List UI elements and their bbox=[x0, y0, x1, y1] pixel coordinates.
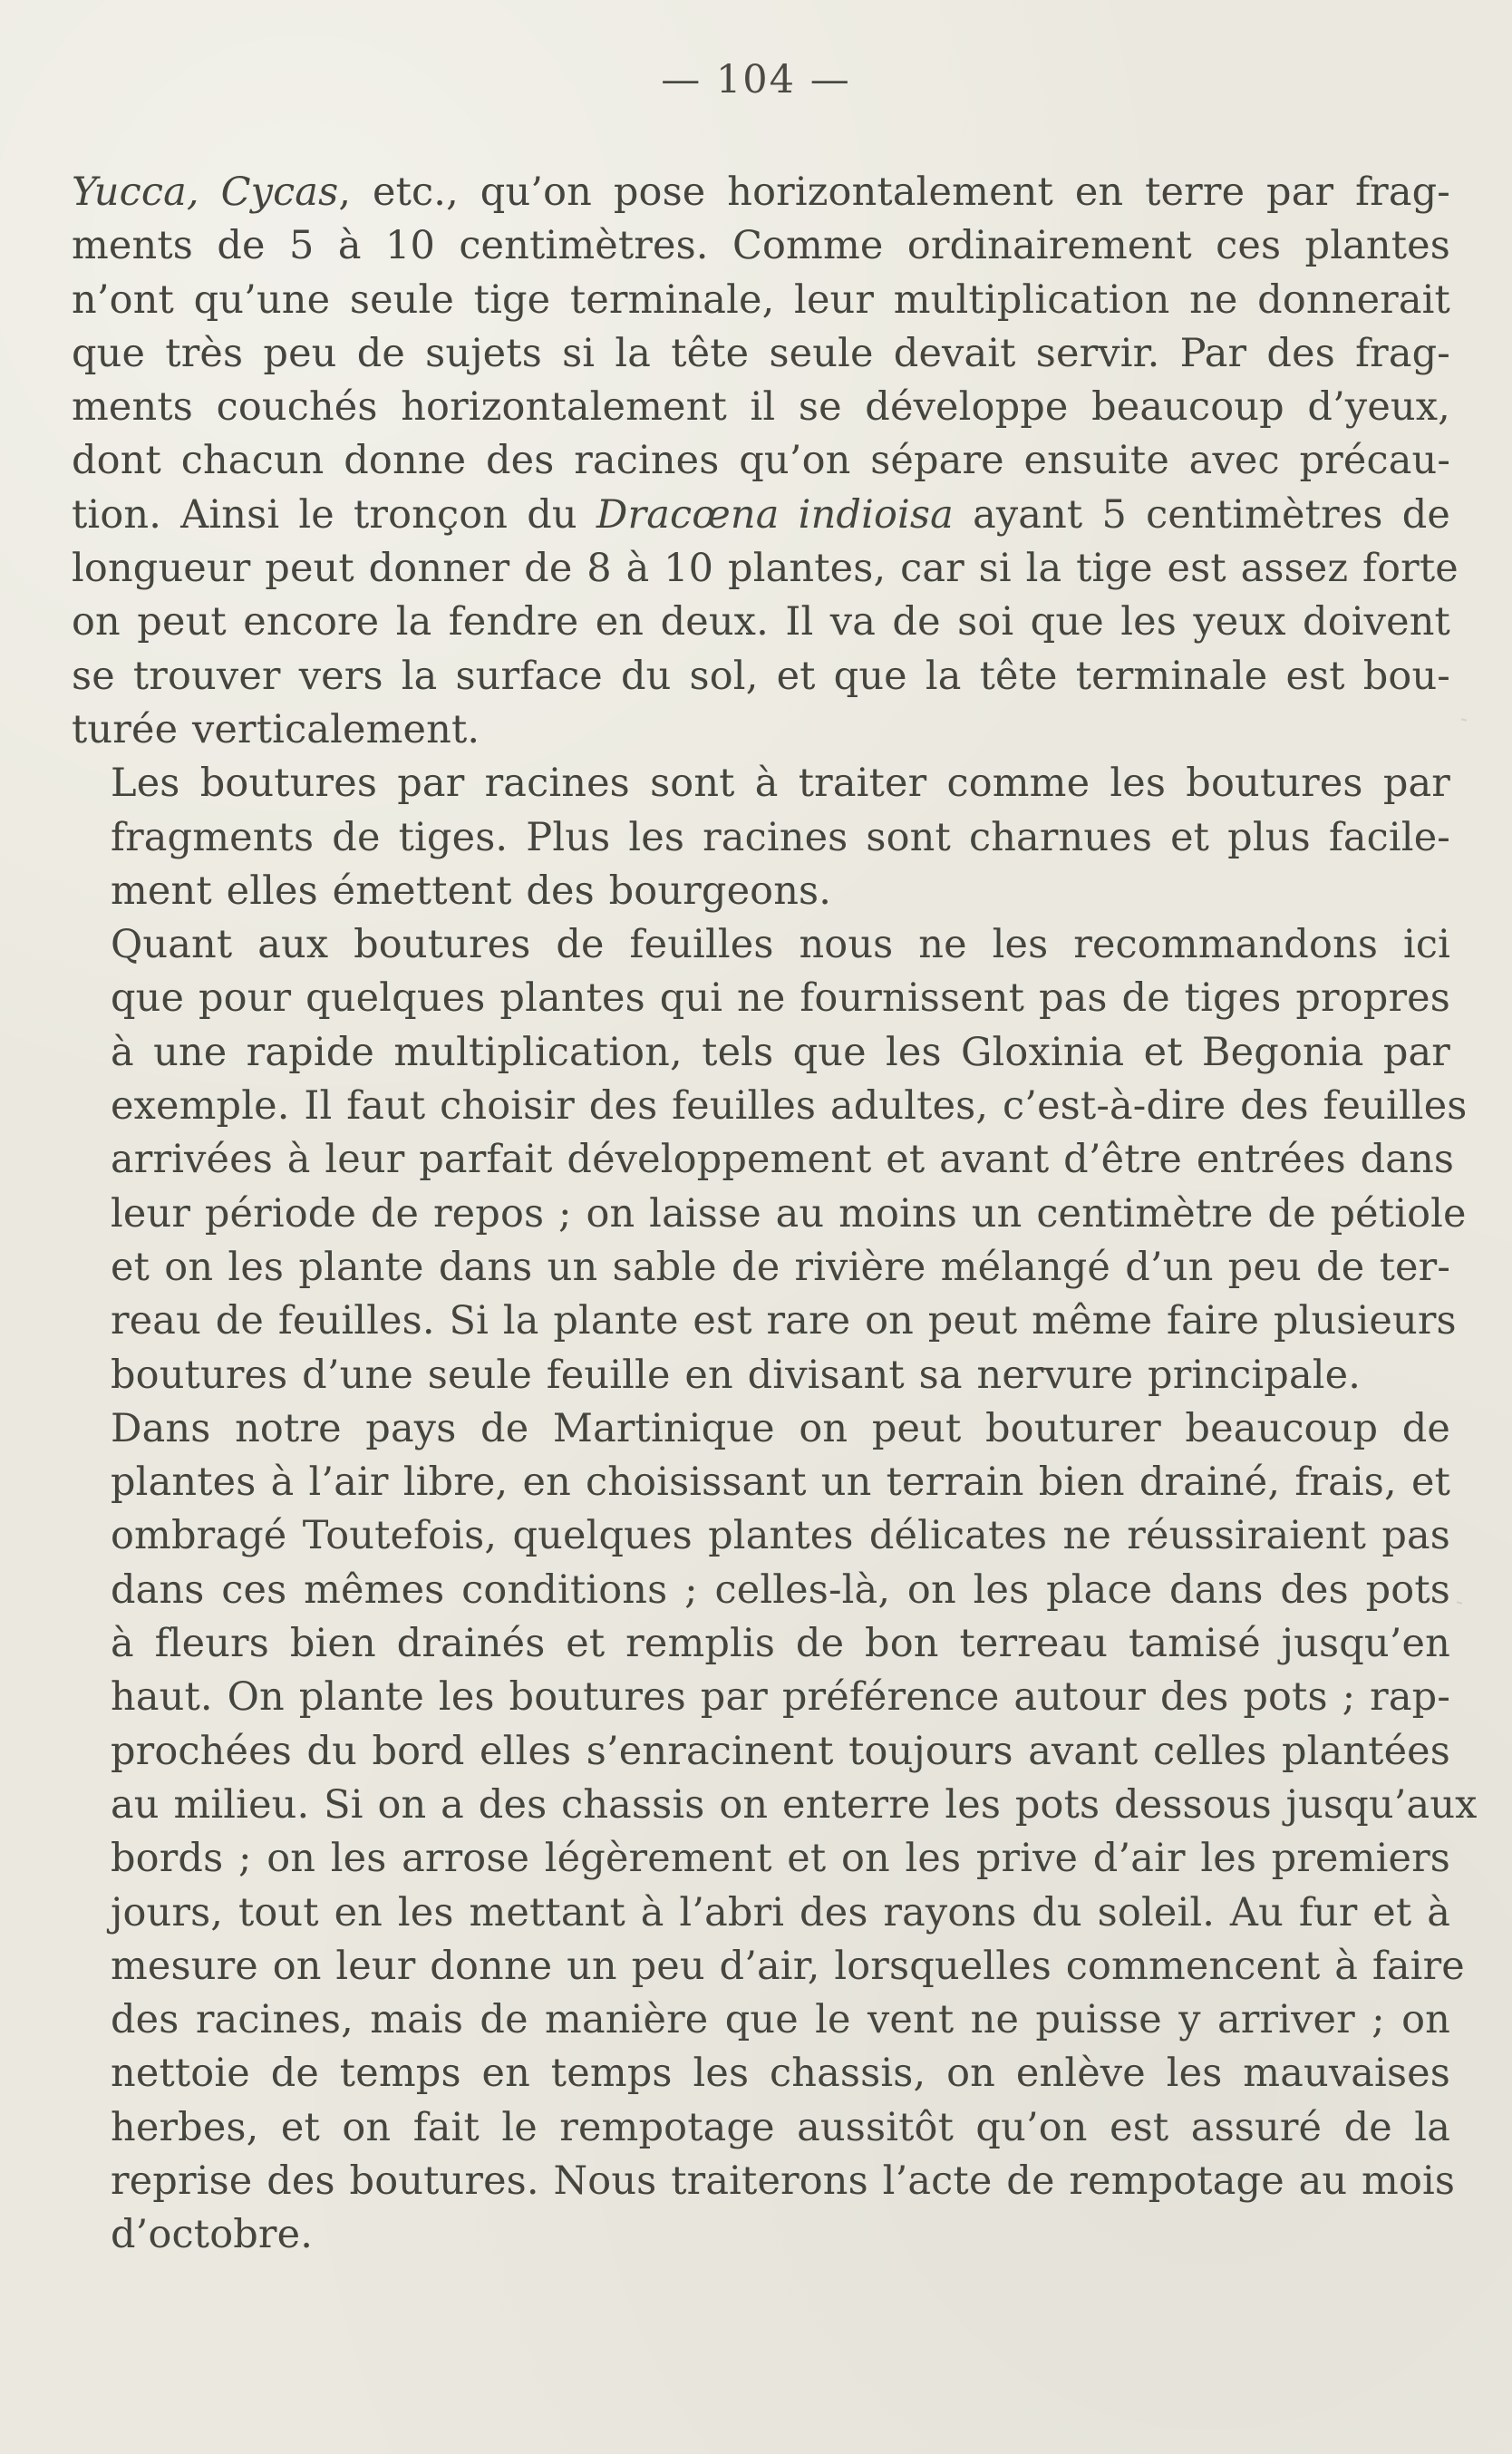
text-line bbox=[72, 1887, 1450, 1940]
text-segment: que pour quelques plantes qui ne fournissent pas de tiges propres bbox=[111, 975, 1450, 1022]
text-line bbox=[72, 327, 1450, 381]
paragraph-2 bbox=[72, 757, 1450, 918]
text-segment: se trouver vers la surface du sol, et que la tête terminale est bou- bbox=[72, 653, 1450, 699]
text-line bbox=[72, 1402, 1450, 1456]
text-line bbox=[72, 542, 1459, 596]
text-segment: haut. On plante les boutures par préférence autour des pots ; rap- bbox=[111, 1674, 1450, 1721]
text-segment: tion. Ainsi le tronçon du bbox=[72, 491, 596, 538]
italic-text: Yucca, Cycas bbox=[72, 170, 339, 215]
text-segment: ment elles émettent des bourgeons. bbox=[111, 868, 832, 914]
text-line bbox=[72, 1617, 1450, 1671]
body-text bbox=[72, 166, 1478, 2263]
text-line bbox=[72, 1133, 1455, 1187]
text-segment: reau de feuilles. Si la plante est rare on peut même faire plusieurs bbox=[111, 1298, 1457, 1344]
text-segment: on peut encore la fendre en deux. Il va de soi que les yeux doivent bbox=[72, 599, 1450, 645]
scan-speck bbox=[1461, 718, 1467, 721]
text-segment: leur période de repos ; on laisse au moins un centimètre de pétiole bbox=[111, 1190, 1467, 1237]
text-segment: et on les plante dans un sable de rivière mélangé d’un peu de ter- bbox=[111, 1244, 1450, 1290]
text-line bbox=[72, 2047, 1450, 2100]
text-segment: mesure on leur donne un peu d’air, lorsquelles commencent à faire bbox=[111, 1943, 1465, 1989]
text-line bbox=[72, 434, 1450, 488]
page-number: — 104 — bbox=[661, 57, 851, 102]
text-line bbox=[72, 1241, 1450, 1295]
text-segment: turée verticalement. bbox=[72, 706, 480, 752]
text-segment: dont chacun donne des racines qu’on sépare ensuite avec précau- bbox=[72, 438, 1450, 484]
text-segment: au milieu. Si on a des chassis on enterre les pots dessous jusqu’aux bbox=[111, 1781, 1478, 1828]
text-segment: , etc., qu’on pose horizontalement en terre par frag- bbox=[338, 170, 1450, 215]
text-segment: prochées du bord elles s’enracinent toujours avant celles plantées bbox=[111, 1728, 1450, 1774]
text-line bbox=[72, 274, 1450, 327]
text-segment: ayant 5 centimètres de bbox=[953, 491, 1450, 538]
text-line bbox=[72, 650, 1450, 703]
text-segment: Dans notre pays de Martinique on peut bouturer beaucoup de bbox=[111, 1405, 1450, 1451]
text-line bbox=[72, 757, 1450, 810]
italic-text: Dracœna indioisa bbox=[596, 491, 954, 538]
text-line bbox=[72, 489, 1450, 542]
text-segment: des racines, mais de manière que le vent ne puisse y arriver ; on bbox=[111, 1997, 1450, 2043]
text-line bbox=[72, 811, 1450, 865]
text-segment: herbes, et on fait le rempotage aussitôt qu’on est assuré de la bbox=[111, 2104, 1450, 2150]
scan-speck bbox=[1457, 1601, 1462, 1604]
text-line bbox=[72, 1940, 1465, 1993]
text-line bbox=[72, 703, 1450, 757]
text-line bbox=[72, 1080, 1468, 1133]
text-line bbox=[72, 219, 1450, 273]
text-segment: dans ces mêmes conditions ; celles-là, on les place dans des pots bbox=[111, 1566, 1450, 1613]
text-line bbox=[72, 2101, 1450, 2155]
text-segment: d’octobre. bbox=[111, 2212, 314, 2258]
text-segment: boutures d’une seule feuille en divisant sa nervure principale. bbox=[111, 1352, 1362, 1398]
text-line bbox=[72, 2155, 1456, 2208]
text-segment: nettoie de temps en temps les chassis, on enlève les mauvaises bbox=[111, 2051, 1450, 2097]
text-line bbox=[72, 1725, 1450, 1779]
text-segment: n’ont qu’une seule tige terminale, leur multiplication ne donnerait bbox=[72, 276, 1450, 323]
paragraph-4 bbox=[72, 1402, 1478, 2263]
text-segment: ombragé Toutefois, quelques plantes délicates ne réussiraient pas bbox=[111, 1513, 1450, 1559]
text-segment: à une rapide multiplication, tels que les Gloxinia et Begonia par bbox=[111, 1029, 1450, 1075]
text-segment: ments de 5 à 10 centimètres. Comme ordinairement ces plantes bbox=[72, 223, 1450, 269]
text-line bbox=[72, 1832, 1450, 1886]
text-line bbox=[72, 166, 1450, 219]
text-segment: Quant aux boutures de feuilles nous ne les recommandons ici bbox=[111, 922, 1450, 968]
text-segment: reprise des boutures. Nous traiterons l’acte de rempotage au mois bbox=[111, 2158, 1456, 2204]
text-line bbox=[72, 918, 1450, 972]
paragraph-3 bbox=[72, 918, 1468, 1402]
text-segment: longueur peut donner de 8 à 10 plantes, car si la tige est assez forte bbox=[72, 546, 1459, 592]
text-line bbox=[72, 1671, 1450, 1724]
text-segment: jours, tout en les mettant à l’abri des rayons du soleil. Au fur et à bbox=[111, 1889, 1450, 1935]
text-segment: exemple. Il faut choisir des feuilles adultes, c’est-à-dire des feuilles bbox=[111, 1083, 1468, 1130]
text-segment: à fleurs bien drainés et remplis de bon terreau tamisé jusqu’en bbox=[111, 1621, 1450, 1667]
text-line bbox=[72, 1188, 1467, 1241]
text-line bbox=[72, 865, 1450, 918]
text-line bbox=[72, 972, 1450, 1025]
paragraph-1 bbox=[72, 166, 1459, 757]
text-line bbox=[72, 1349, 1450, 1402]
text-line bbox=[72, 1564, 1450, 1617]
text-line bbox=[72, 1993, 1450, 2047]
text-segment: plantes à l’air libre, en choisissant un terrain bien drainé, frais, et bbox=[111, 1460, 1450, 1506]
text-segment: Les boutures par racines sont à traiter comme les boutures par bbox=[111, 761, 1450, 807]
text-segment: arrivées à leur parfait développement et avant d’être entrées dans bbox=[111, 1137, 1455, 1183]
text-line bbox=[72, 381, 1450, 434]
text-line bbox=[72, 1779, 1478, 1832]
text-line bbox=[72, 1026, 1450, 1080]
text-segment: bords ; on les arrose légèrement et on les prive d’air les premiers bbox=[111, 1836, 1450, 1882]
text-line bbox=[72, 1456, 1450, 1509]
text-segment: ments couchés horizontalement il se développe beaucoup d’yeux, bbox=[72, 384, 1450, 431]
text-line bbox=[72, 1295, 1457, 1348]
text-segment: que très peu de sujets si la tête seule devait servir. Par des frag- bbox=[72, 330, 1450, 376]
text-line bbox=[72, 596, 1450, 649]
text-line bbox=[72, 1509, 1450, 1563]
text-line bbox=[72, 2208, 1450, 2262]
text-segment: fragments de tiges. Plus les racines sont charnues et plus facile- bbox=[111, 814, 1450, 860]
